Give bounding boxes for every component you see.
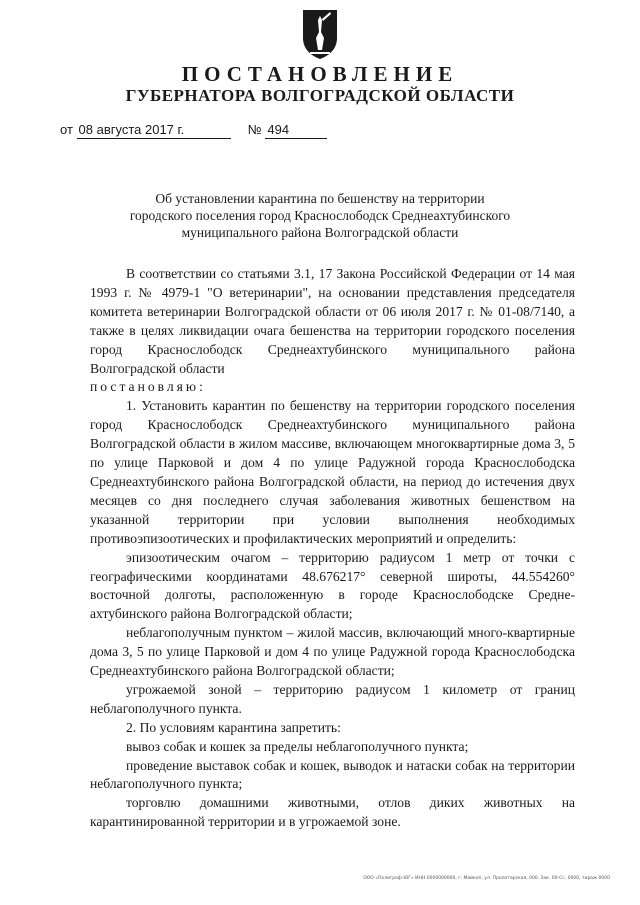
document-subject <box>90 190 550 241</box>
clause-paragraph: 1. Установить карантин по бешенству на территории городского поселения город Краснослободск Среднеахтубинского муниципального района Волгоградской области в жилом массиве, включающем многоквартирные дома 3, 5 по улице Парковой и дом 4 по улице Радужной города Краснослободска Среднеахтубинского района Волгоградской области, на период до истечения двух месяцев со дня последнего случая заболевания животных бешенством на указанной территории при условии выполнения необходимых противоэпизоотических и профилактических мероприятий и определить: <box>90 398 575 546</box>
subject-line: муниципального района Волгоградской области <box>181 225 459 240</box>
printer-imprint: ООО «Полиграф-ЮГ» ИНН 0000000000, г. Майкоп, ул. Пролетарская, 000. Зак. 00-Сс. 0000, тираж 0000 <box>363 876 610 881</box>
number-field: 494 <box>265 122 327 139</box>
clause-paragraph: вывоз собак и кошек за пределы неблагополучного пункта; <box>126 738 469 754</box>
clause-paragraph: 2. По условиям карантина запретить: <box>126 719 341 735</box>
preamble-paragraph: В соответствии со статьями 3.1, 17 Закона Российской Федерации от 14 мая 1993 г. № 4979-1 "О ветеринарии", на основании представления председателя комитета ветеринарии Волгоградской области от 06 июля 2017 г. № 01-08/7140, а также в целях ликвидации очага бешенства на территории городского поселения город Краснослободск Среднеахтубинского муниципального района Волгоградской области <box>90 266 575 376</box>
number-prefix: № <box>247 122 262 137</box>
clause-paragraph: эпизоотическим очагом – территорию радиусом 1 метр от точки с географическими координатами 48.676217° северной широты, 44.554260° восточной долготы, расположенную в городе Краснослободске Средне-ахтубинского района Волгоградской области; <box>90 549 575 622</box>
resolve-word: постановляю: <box>90 379 206 395</box>
date-prefix: от <box>60 122 73 137</box>
document-title: ПОСТАНОВЛЕНИЕ <box>181 62 459 86</box>
document-issuer: ГУБЕРНАТОРА ВОЛГОГРАДСКОЙ ОБЛАСТИ <box>125 86 515 105</box>
document-meta <box>60 122 327 139</box>
clause-paragraph: угрожаемой зоной – территорию радиусом 1 километр от границ неблагополучного пункта. <box>90 681 575 716</box>
document-body <box>90 265 575 832</box>
date-field: 08 августа 2017 г. <box>77 122 231 139</box>
clause-paragraph: неблагополучным пунктом – жилой массив, включающий много-квартирные дома 3, 5 по улице Парковой и дом 4 по улице Радужной города Краснослободска Среднеахтубинского района Волгоградской области; <box>90 625 575 679</box>
subject-line: Об установлении карантина по бешенству на территории <box>155 191 485 206</box>
clause-paragraph: проведение выставок собак и кошек, выводок и натаски собак на территории неблагополучного пункта; <box>90 757 575 792</box>
coat-of-arms-icon <box>300 8 340 60</box>
clause-paragraph: торговлю домашними животными, отлов диких животных на карантинированной территории и в угрожаемой зоне. <box>90 795 575 830</box>
subject-line: городского поселения город Краснослободск Среднеахтубинского <box>129 208 511 223</box>
